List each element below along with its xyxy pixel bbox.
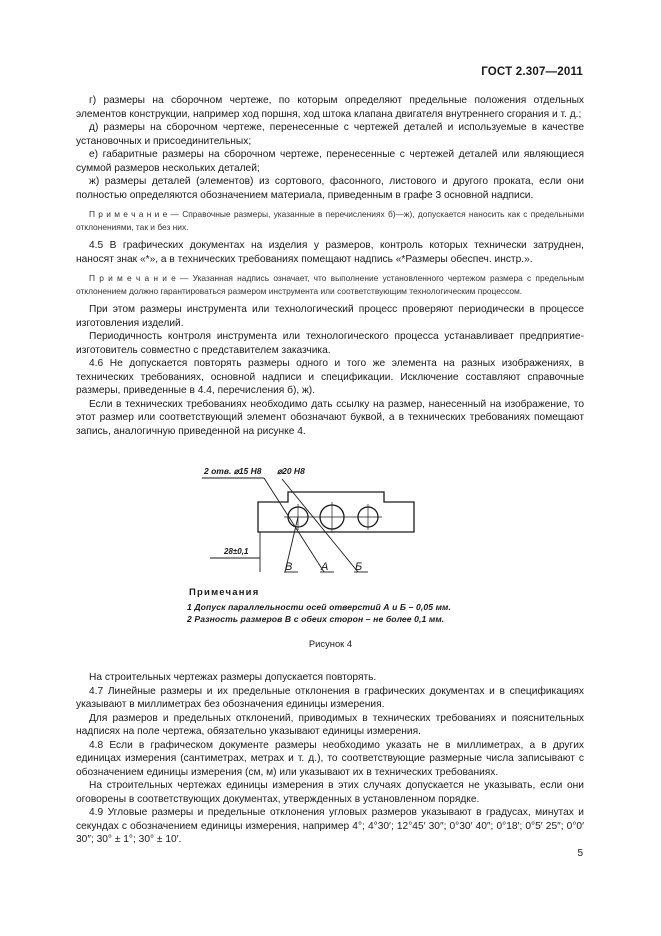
paragraph-4-7: 4.7 Линейные размеры и их предельные отклонения в графических документах и в спецификациях указывают в миллиметрах без обозначения единицы измерения.: [76, 685, 584, 710]
letter-a-label: А: [321, 561, 329, 573]
text-block-top: [76, 94, 584, 438]
figure-note-1: 1 Допуск параллельности осей отверстий А и Б – 0,05 мм.: [187, 602, 451, 612]
paragraph-units-required: Для размеров и предельных отклонений, приводимых в технических требованиях и пояснительных надписях на поле чертежа, обязательно указывают единицы измерения.: [76, 712, 584, 737]
part-outline: [258, 492, 414, 532]
holes: [284, 502, 382, 532]
paragraph-e: е) габаритные размеры на сборочном чертеже, перенесенные с чертежей деталей или являющиеся суммой размеров нескольких деталей;: [76, 149, 584, 174]
page-number: 5: [577, 848, 583, 859]
paragraph-periodicity: Периодичность контроля инструмента или технологического процесса устанавливает предприятие-изготовитель совместно с представителем заказчика.: [76, 331, 584, 356]
figure-note-2: 2 Разность размеров В с обеих сторон – не более 0,1 мм.: [187, 614, 445, 624]
paragraph-zh: ж) размеры деталей (элементов) из сортового, фасонного, листового и другого проката, если они полностью определяются обозначением материала, приведенным в графе 3 основной надписи.: [76, 176, 584, 201]
paragraph-reference-letter: Если в технических требованиях необходимо дать ссылку на размер, нанесенный на изображение, то этот размер или соответствующий элемент обозначают буквой, а в технических требованиях помещают запись, аналогичную приведенной на рисунке 4.: [76, 398, 584, 437]
paragraph-d: д) размеры на сборочном чертеже, перенесенные с чертежей деталей и используемые в качестве установочных и присоединительных;: [76, 122, 584, 147]
paragraph-construction-repeat: На строительных чертежах размеры допускается повторять.: [89, 672, 377, 683]
callout-left-holes: 2 отв. ⌀15 Н8: [204, 466, 262, 476]
paragraph-g: г) размеры на сборочном чертеже, по которым определяют предельные положения отдельных элементов конструкции, например ход поршня, ход штока клапана двигателя внутреннего сгорания и т. д.;: [76, 95, 584, 120]
paragraph-4-8: 4.8 Если в графическом документе размеры необходимо указать не в миллиметрах, а в других единицах измерения (сантиметрах, метрах и т. д.), то соответствующие размерные числа записывают с обозначением единицы измерения (см, м) или указывают их в технических требованиях.: [76, 739, 584, 778]
dimension-label: 28±0,1: [224, 547, 249, 556]
figure-notes-title: Примечания: [189, 587, 260, 598]
callout-center-hole: ⌀20 Н8: [277, 466, 305, 476]
paragraph-tool-check: При этом размеры инструмента или технологический процесс проверяют периодически в процессе изготовления изделий.: [76, 304, 584, 329]
paragraph-4-9: 4.9 Угловые размеры и предельные отклонения угловых размеров указывают в градусах, минутах и секундах с обозначением единицы измерения, например 4°; 4°30′; 12°45′ 30″; 0°30′ 40″; 0°18′; 0°5′ 25″; 0°0′ 30″; 30° ± 1°; 30° ± 10′.: [76, 807, 584, 845]
paragraph-construction-units: На строительных чертежах единицы измерения в этих случаях допускается не указывать, если они оговорены в соответствующих документах, утвержденных в установленном порядке.: [76, 780, 584, 805]
paragraph-4-6: 4.6 Не допускается повторять размеры одного и того же элемента на разных изображениях, в технических требованиях, основной надписи и спецификации. Исключение составляют справочные размеры, приведенные в 4.4, перечисления б), ж).: [76, 358, 584, 396]
note-reference-dimensions: П р и м е ч а н и е — Справочные размеры, указанные в перечислениях б)—ж), допускается наносить как с предельными отклонениями, так и без них.: [76, 209, 584, 232]
figure-caption: Рисунок 4: [308, 638, 353, 649]
text-block-bottom: [76, 671, 584, 847]
note-inscription: П р и м е ч а н и е — Указанная надпись означает, что выполнение установленного чертежом размера с предельным отклонением должно гарантироваться размером инструмента или соответствующим технологическим процессом.: [76, 273, 584, 296]
paragraph-4-5: 4.5 В графических документах на изделия у размеров, контроль которых технически затруднен, наносят знак «*», а в технических требованиях помещают надпись «*Размеры обеспеч. инстр.».: [76, 240, 584, 265]
document-header: ГОСТ 2.307—2011: [481, 66, 583, 78]
letter-b-label: Б: [355, 561, 363, 573]
letter-v-label: В: [285, 561, 293, 573]
